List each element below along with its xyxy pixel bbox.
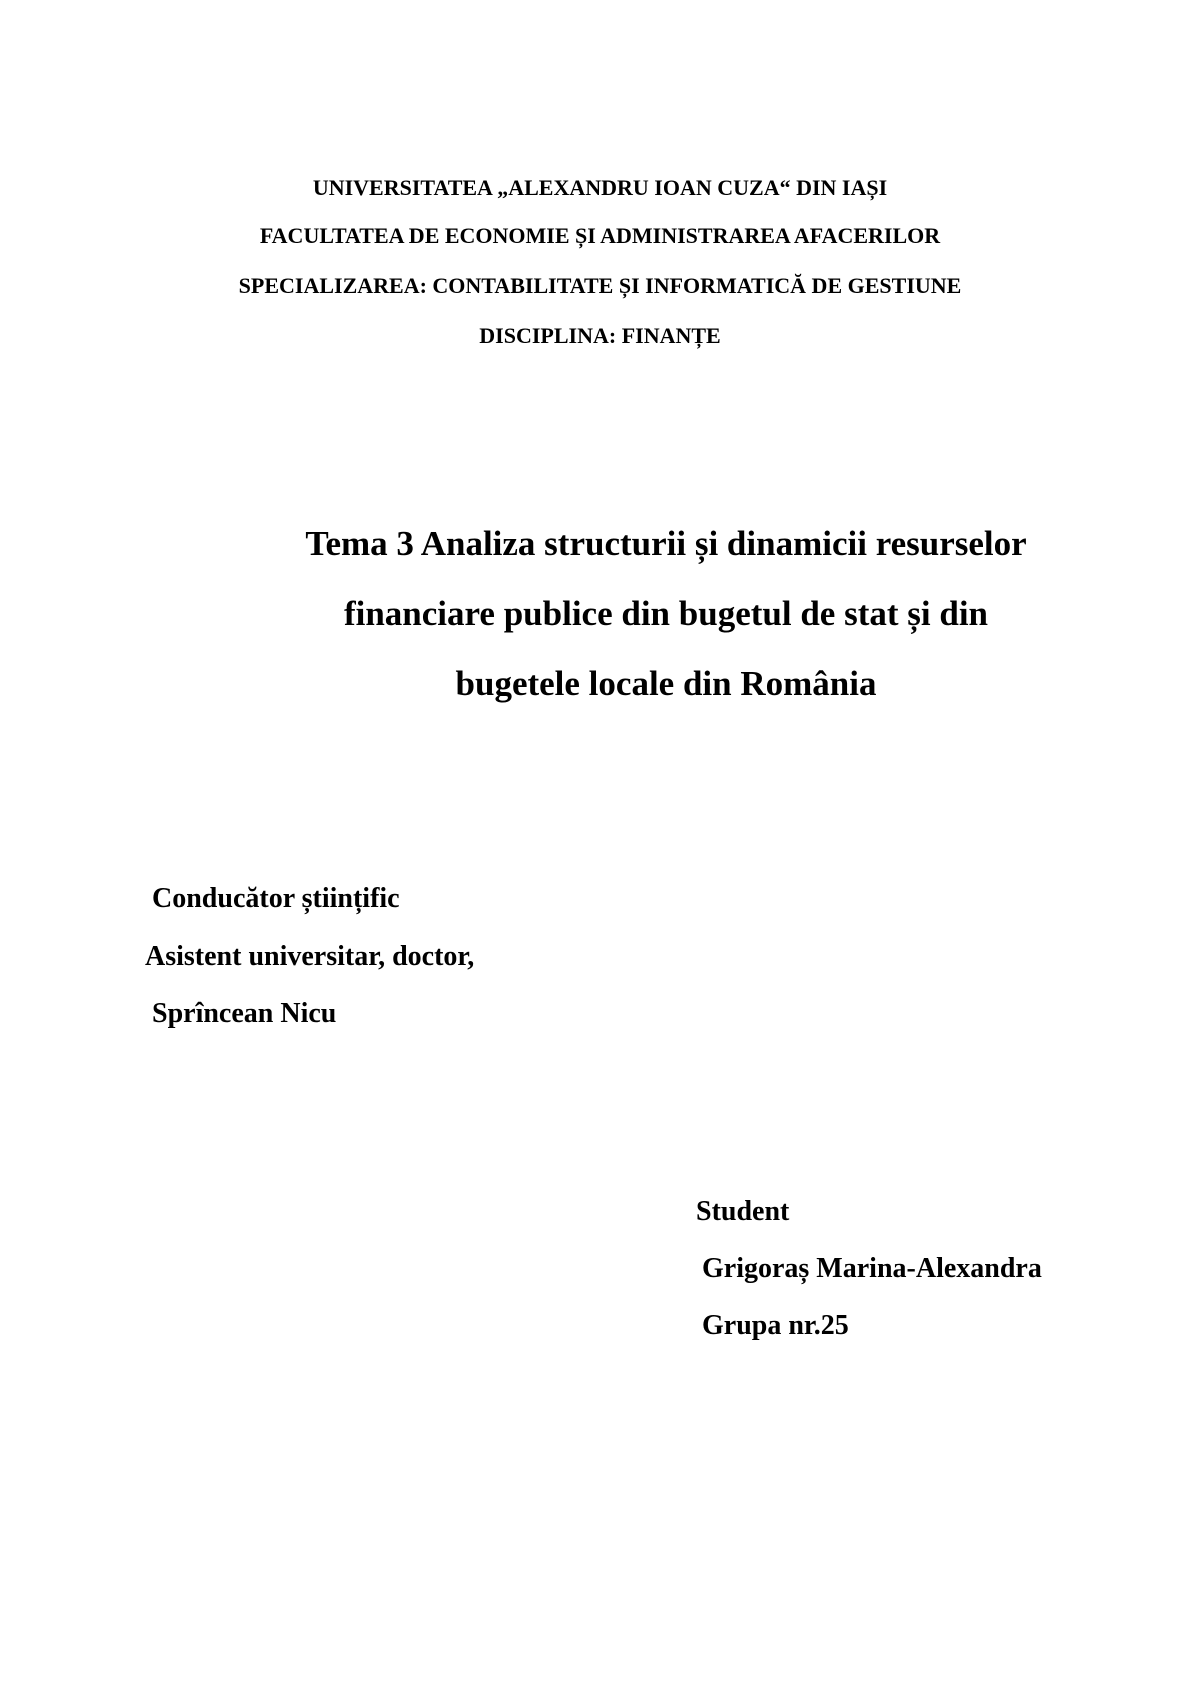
- faculty-name: FACULTATEA DE ECONOMIE ȘI ADMINISTRAREA AFACERILOR: [259, 223, 941, 248]
- student-label: Student: [696, 1196, 790, 1227]
- discipline: DISCIPLINA: FINANȚE: [479, 323, 721, 348]
- title-line-1: Tema 3 Analiza structurii și dinamicii resurselor: [305, 524, 1027, 563]
- specialization: SPECIALIZAREA: CONTABILITATE ȘI INFORMATICĂ DE GESTIUNE: [238, 273, 962, 298]
- student-name: Grigoraș Marina-Alexandra: [702, 1253, 1042, 1284]
- supervisor-role: Conducător științific: [152, 883, 400, 914]
- supervisor-name: Sprîncean Nicu: [152, 998, 337, 1029]
- student-group: Grupa nr.25: [702, 1310, 849, 1341]
- title-line-2: financiare publice din bugetul de stat și din: [343, 594, 989, 633]
- university-name: UNIVERSITATEA „ALEXANDRU IOAN CUZA“ DIN IAȘI: [312, 175, 888, 200]
- title-line-3: bugetele locale din România: [455, 664, 877, 703]
- supervisor-position: Asistent universitar, doctor,: [145, 941, 475, 972]
